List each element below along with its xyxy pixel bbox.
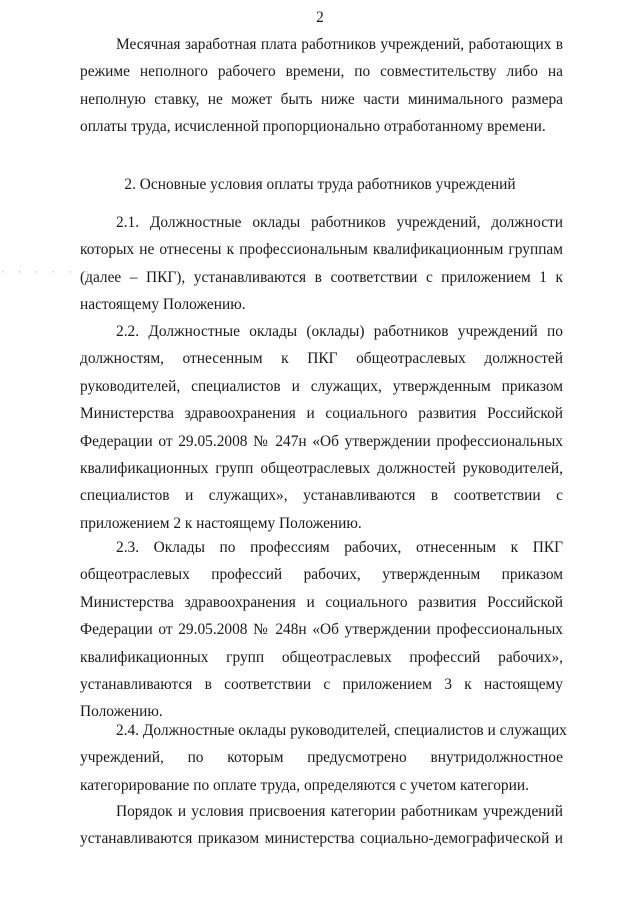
text-line: 2.3. Оклады по профессиям рабочих, отнесенным к ПКГ — [116, 539, 563, 556]
text-line: которых не отнесены к профессиональным квалификационным группам — [80, 241, 563, 259]
text-line: Порядок и условия присвоения категории работникам учреждений — [116, 803, 563, 820]
text-line: оплаты труда, исчисленной пропорционально отработанному времени. — [80, 118, 546, 136]
text-line: руководителей, специалистов и служащих, утвержденным приказом — [80, 377, 563, 395]
text-line: общеотраслевых профессий рабочих, утвержденным приказом — [80, 566, 563, 584]
paragraph-2-1 — [80, 209, 563, 319]
text-line: учреждений, по которым предусмотрено внутридолжностное — [80, 749, 563, 767]
section-heading: 2. Основные условия оплаты труда работников учреждений — [124, 176, 516, 193]
paragraph-2-2 — [80, 318, 563, 537]
text-line: (далее – ПКГ), устанавливаются в соответствии с приложением 1 к — [80, 268, 563, 286]
paragraph-salary-part-time — [80, 31, 563, 141]
text-line: Федерации от 29.05.2008 № 248н «Об утверждении профессиональных — [80, 621, 563, 639]
text-line: Министерства здравоохранения и социального развития Российской — [80, 405, 563, 423]
paragraph-2-3 — [80, 534, 563, 726]
paragraph-category-order — [80, 798, 563, 853]
text-line: 2.4. Должностные оклады руководителей, специалистов и служащих — [116, 722, 567, 739]
text-line: устанавливаются в соответствии с приложением 3 к настоящему — [80, 676, 563, 694]
text-line: устанавливаются приказом министерства социально-демографической и — [80, 830, 563, 848]
text-line: Положению. — [80, 703, 163, 721]
scan-dots-left: · · · · · · — [0, 268, 93, 278]
text-line: Федерации от 29.05.2008 № 247н «Об утверждении профессиональных — [80, 432, 563, 450]
text-line: приложением 2 к настоящему Положению. — [80, 514, 362, 532]
text-line: квалификационных групп общеотраслевых профессий рабочих», — [80, 648, 563, 666]
text-line: квалификационных групп общеотраслевых должностей руководителей, — [80, 460, 563, 478]
text-line: должностям, отнесенным к ПКГ общеотраслевых должностей — [80, 350, 563, 368]
text-line: режиме неполного рабочего времени, по совместительству либо на — [80, 63, 563, 81]
text-line: 2.2. Должностные оклады (оклады) работников учреждений по — [116, 323, 563, 340]
text-line: Месячная заработная плата работников учреждений, работающих в — [116, 36, 563, 53]
text-line: настоящему Положению. — [80, 296, 246, 314]
text-line: специалистов и служащих», устанавливаются в соответствии с — [80, 487, 563, 505]
text-line: 2.1. Должностные оклады работников учреждений, должности — [116, 214, 563, 231]
text-line: категорирование по оплате труда, определяются с учетом категории. — [80, 776, 529, 794]
paragraph-2-4 — [80, 717, 567, 799]
text-line: Министерства здравоохранения и социального развития Российской — [80, 593, 563, 611]
page-number: 2 — [316, 9, 324, 26]
text-line: неполную ставку, не может быть ниже части минимального размера — [80, 90, 563, 108]
